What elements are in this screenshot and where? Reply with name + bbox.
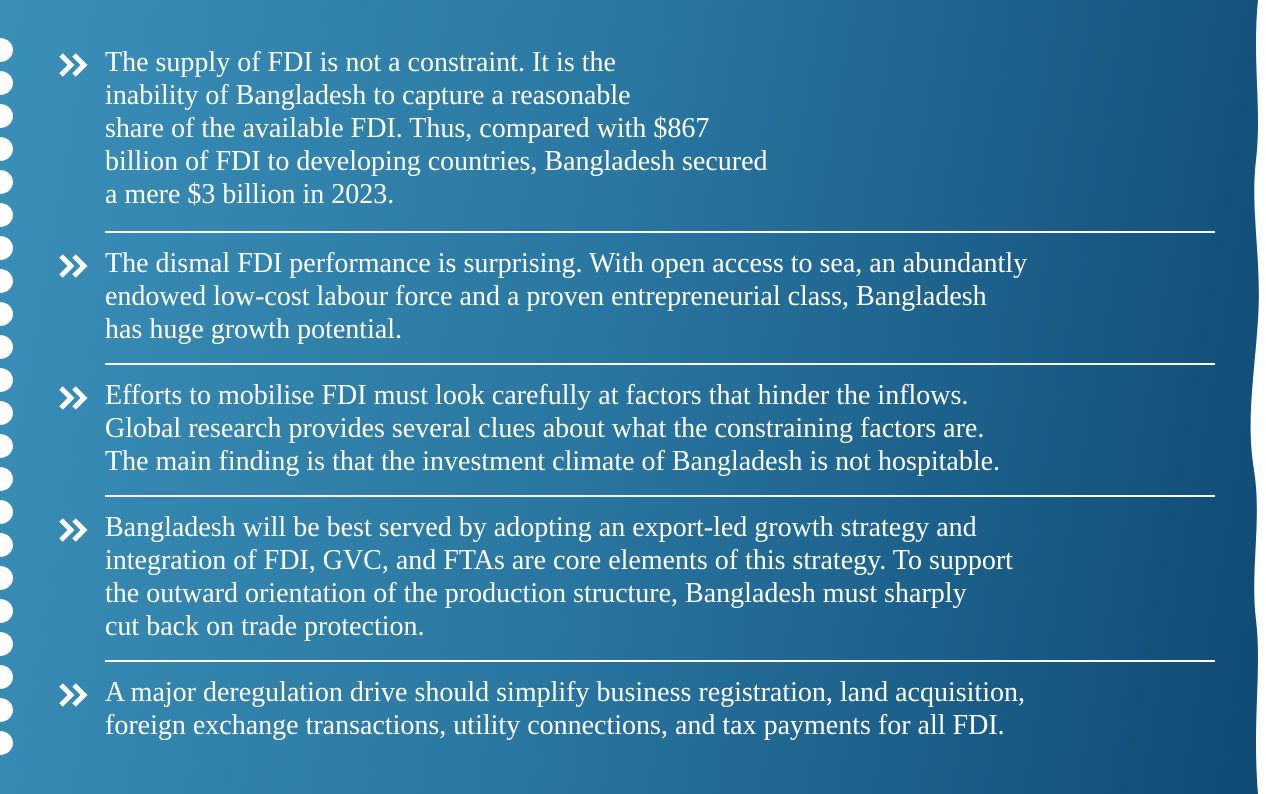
bullet-line: The dismal FDI performance is surprising. With open access to sea, an abundantly (105, 248, 1028, 279)
punch-hole (0, 170, 13, 194)
punch-hole (0, 137, 13, 161)
bullet-line: A major deregulation drive should simplify business registration, land acquisition, (105, 677, 1025, 708)
double-chevron-right-icon (58, 517, 90, 543)
bullet-item (58, 511, 1218, 643)
punch-hole (0, 599, 13, 623)
bullet-line: inability of Bangladesh to capture a reasonable (105, 80, 631, 111)
divider (105, 363, 1215, 365)
bullet-line: billion of FDI to developing countries, Bangladesh secured (105, 146, 768, 177)
bullet-line: a mere $3 billion in 2023. (105, 179, 395, 210)
bullet-text (105, 379, 1218, 478)
punch-hole (0, 500, 13, 524)
bullet-line: share of the available FDI. Thus, compared with $867 (105, 113, 710, 144)
bullet-item (58, 379, 1218, 478)
double-chevron-right-icon (58, 253, 90, 279)
divider (105, 495, 1215, 497)
bullet-line: has huge growth potential. (105, 314, 403, 345)
bullet-line: cut back on trade protection. (105, 611, 425, 642)
punch-hole (0, 566, 13, 590)
bullet-text (105, 247, 1218, 346)
bullet-list (58, 46, 1218, 742)
punch-hole (0, 731, 13, 755)
bullet-line: foreign exchange transactions, utility connections, and tax payments for all FDI. (105, 710, 1005, 741)
punch-hole (0, 203, 13, 227)
bullet-item (58, 247, 1218, 346)
double-chevron-right-icon (58, 385, 90, 411)
punch-hole (0, 269, 13, 293)
punched-holes (0, 38, 17, 758)
bullet-text (105, 676, 1218, 742)
punch-hole (0, 236, 13, 260)
bullet-text (105, 46, 1218, 211)
bullet-line: The supply of FDI is not a constraint. It is the (105, 47, 616, 78)
bullet-line: integration of FDI, GVC, and FTAs are core elements of this strategy. To support (105, 545, 1013, 576)
punch-hole (0, 434, 13, 458)
bullet-line: endowed low-cost labour force and a proven entrepreneurial class, Bangladesh (105, 281, 987, 312)
bullet-line: Efforts to mobilise FDI must look carefully at factors that hinder the inflows. (105, 380, 969, 411)
punch-hole (0, 38, 13, 62)
bullet-item (58, 676, 1218, 742)
punch-hole (0, 665, 13, 689)
punch-hole (0, 104, 13, 128)
punch-hole (0, 533, 13, 557)
punch-hole (0, 467, 13, 491)
bullet-line: Bangladesh will be best served by adopting an export-led growth strategy and (105, 512, 977, 543)
divider (105, 231, 1215, 233)
punch-hole (0, 335, 13, 359)
bullet-item (58, 46, 1218, 211)
punch-hole (0, 632, 13, 656)
divider (105, 660, 1215, 662)
punch-hole (0, 401, 13, 425)
punch-hole (0, 698, 13, 722)
bullet-text (105, 511, 1218, 643)
double-chevron-right-icon (58, 52, 90, 78)
torn-right-edge (1236, 0, 1266, 794)
double-chevron-right-icon (58, 682, 90, 708)
punch-hole (0, 368, 13, 392)
bullet-line: the outward orientation of the production structure, Bangladesh must sharply (105, 578, 967, 609)
punch-hole (0, 71, 13, 95)
punch-hole (0, 302, 13, 326)
bullet-line: The main finding is that the investment climate of Bangladesh is not hospitable. (105, 446, 1001, 477)
bullet-line: Global research provides several clues about what the constraining factors are. (105, 413, 985, 444)
